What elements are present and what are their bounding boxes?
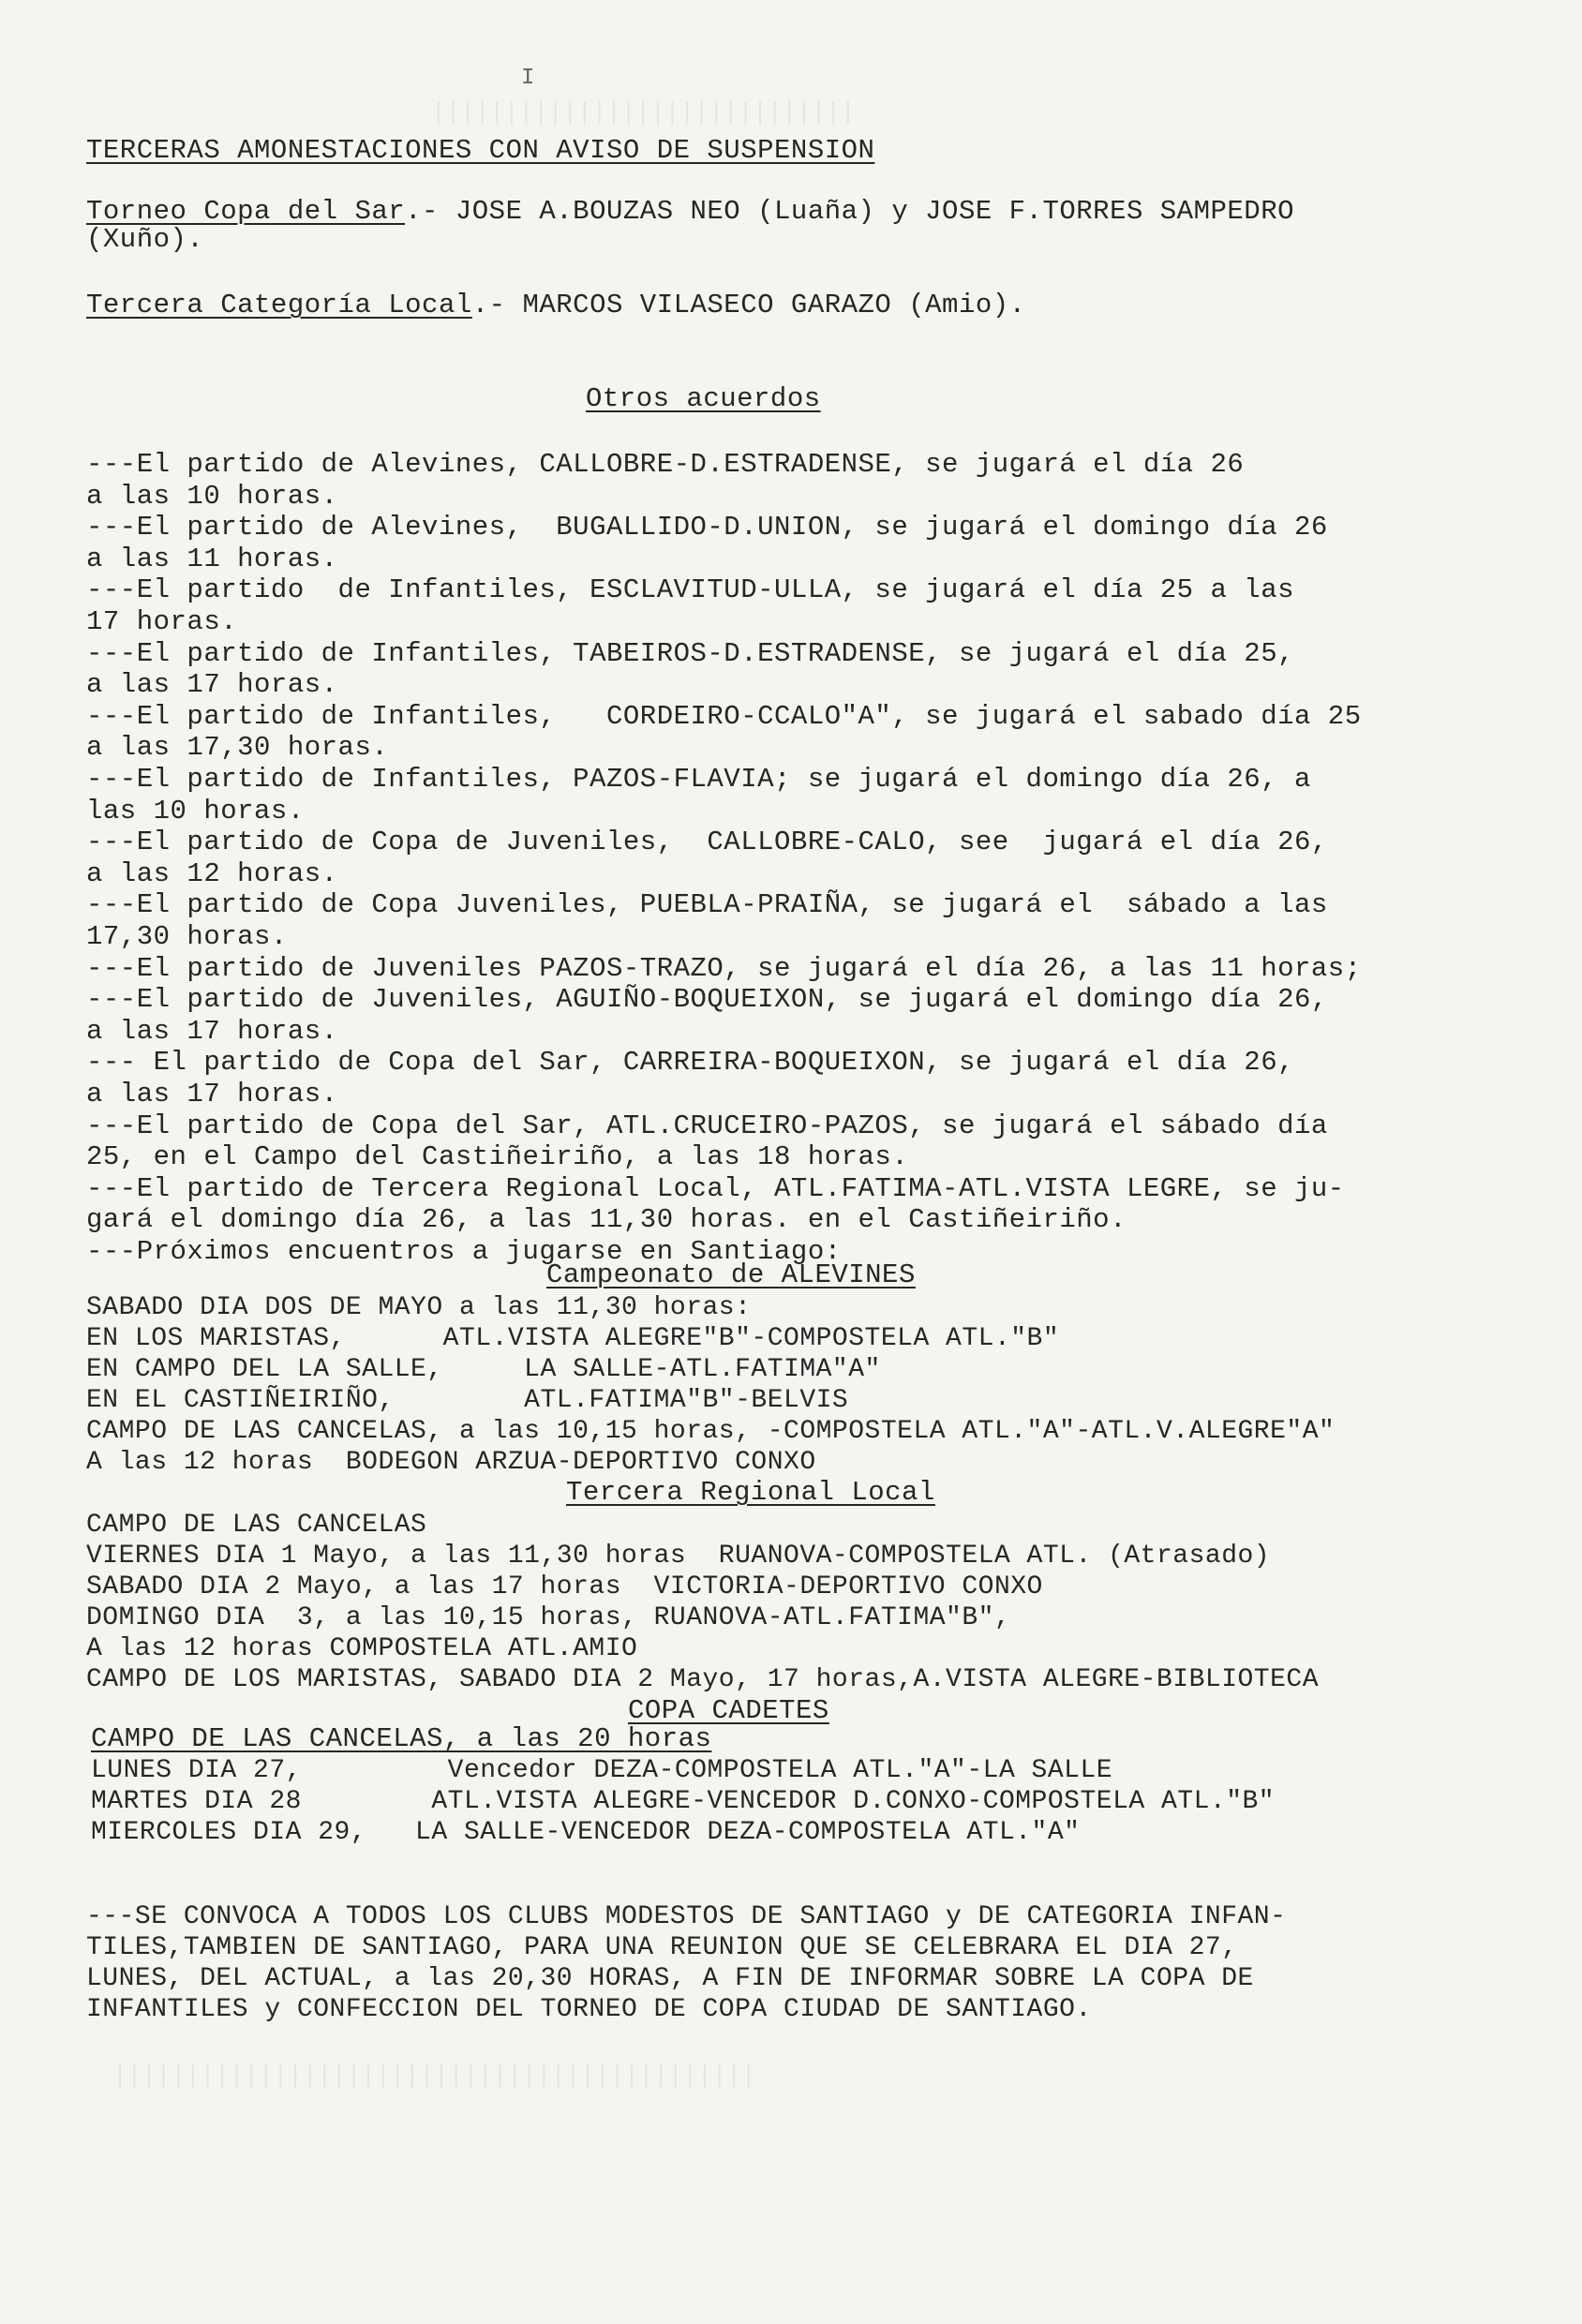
acuerdos-line: a las 10 horas. [86,480,338,512]
alevines-line: CAMPO DE LAS CANCELAS, a las 10,15 horas, -COMPOSTELA ATL."A"-ATL.V.ALEGRE"A" [86,1417,1336,1446]
tercera-regional-line: DOMINGO DIA 3, a las 10,15 horas, RUANOVA-ATL.FATIMA"B", [86,1603,1011,1632]
tercera-regional-line: SABADO DIA 2 Mayo, a las 17 horas VICTORIA-DEPORTIVO CONXO [86,1572,1043,1601]
acuerdos-line: a las 12 horas. [86,857,338,889]
alevines-line: EN EL CASTIÑEIRIÑO, ATL.FATIMA"B"-BELVIS [86,1386,849,1415]
bleed-through: ||||||||||||||||||||||||||||| [431,98,856,127]
acuerdos-line: ---El partido de Alevines, BUGALLIDO-D.UNION, se jugará el domingo día 26 [86,512,1328,544]
copa-cadetes-line: LUNES DIA 27, Vencedor DEZA-COMPOSTELA ATL."A"-LA SALLE [91,1756,1113,1785]
acuerdos-line: --- El partido de Copa del Sar, CARREIRA-BOQUEIXON, se jugará el día 26, [86,1047,1295,1079]
tercera-regional-line: CAMPO DE LOS MARISTAS, SABADO DIA 2 Mayo, 17 horas,A.VISTA ALEGRE-BIBLIOTECA [86,1665,1320,1694]
acuerdos-line: ---El partido de Alevines, CALLOBRE-D.ESTRADENSE, se jugará el día 26 [86,449,1245,480]
acuerdos-line: ---El partido de Juveniles, AGUIÑO-BOQUEIXON, se jugará el domingo día 26, [86,984,1328,1016]
tercera-label: Tercera Categoría Local [86,290,472,320]
acuerdos-line: a las 17 horas. [86,669,338,701]
copa-cadetes-title: COPA CADETES [628,1695,829,1726]
alevines-line: A las 12 horas BODEGON ARZUA-DEPORTIVO CONXO [86,1448,816,1477]
bleed-through-bottom: |||||||||||||||||||||||||||||||||||||||||||| [112,2062,756,2090]
acuerdos-line: a las 17 horas. [86,1015,338,1047]
acuerdos-line: las 10 horas. [86,795,305,827]
convocatoria-line: INFANTILES y CONFECCION DEL TORNEO DE COPA CIUDAD DE SANTIAGO. [86,1995,1092,2024]
acuerdos-line: ---El partido de Copa del Sar, ATL.CRUCEIRO-PAZOS, se jugará el sábado día [86,1110,1328,1141]
acuerdos-line: a las 11 horas. [86,543,338,574]
copa-cadetes-subtitle: CAMPO DE LAS CANCELAS, a las 20 horas [91,1723,712,1754]
tercera-regional-line: VIERNES DIA 1 Mayo, a las 11,30 horas RUANOVA-COMPOSTELA ATL. (Atrasado) [86,1542,1271,1571]
acuerdos-line: ---El partido de Infantiles, TABEIROS-D.ESTRADENSE, se jugará el día 25, [86,637,1295,669]
acuerdos-line: ---El partido de Infantiles, PAZOS-FLAVIA; se jugará el domingo día 26, a [86,764,1311,795]
acuerdos-line: ---El partido de Copa Juveniles, PUEBLA-PRAIÑA, se jugará el sábado a las [86,889,1328,921]
tercera-text: .- MARCOS VILASECO GARAZO (Amio). [471,290,1026,320]
page-marker: I [521,66,535,91]
convocatoria-line: LUNES, DEL ACTUAL, a las 20,30 HORAS, A FIN DE INFORMAR SOBRE LA COPA DE [86,1964,1254,1993]
convocatoria-line: ---SE CONVOCA A TODOS LOS CLUBS MODESTOS DE SANTIAGO y DE CATEGORIA INFAN- [86,1902,1287,1931]
acuerdos-line: ---El partido de Copa de Juveniles, CALLOBRE-CALO, see jugará el día 26, [86,827,1328,858]
tercera-regional-title: Tercera Regional Local [566,1477,935,1508]
acuerdos-line: a las 17,30 horas. [86,732,389,764]
tercera-line [86,290,1026,320]
otros-title: Otros acuerdos [586,383,821,414]
acuerdos-line: ---El partido de Tercera Regional Local, ATL.FATIMA-ATL.VISTA LEGRE, se ju- [86,1172,1345,1204]
torneo-text-2: (Xuño). [86,224,204,255]
alevines-line: EN CAMPO DEL LA SALLE, LA SALLE-ATL.FATIMA"A" [86,1355,881,1384]
torneo-label: Torneo Copa del Sar [86,196,406,227]
copa-cadetes-line: MIERCOLES DIA 29, LA SALLE-VENCEDOR DEZA-COMPOSTELA ATL."A" [91,1818,1081,1847]
copa-cadetes-line: MARTES DIA 28 ATL.VISTA ALEGRE-VENCEDOR D.CONXO-COMPOSTELA ATL."B" [91,1787,1276,1816]
heading: TERCERAS AMONESTACIONES CON AVISO DE SUSPENSION [86,135,875,166]
tercera-regional-line: CAMPO DE LAS CANCELAS [86,1511,427,1540]
acuerdos-line: ---El partido de Infantiles, CORDEIRO-CCALO"A", se jugará el sabado día 25 [86,700,1362,732]
acuerdos-line: ---El partido de Juveniles PAZOS-TRAZO, se jugará el día 26, a las 11 horas; [86,952,1362,984]
tercera-regional-line: A las 12 horas COMPOSTELA ATL.AMIO [86,1634,638,1663]
acuerdos-line: 17 horas. [86,606,238,637]
torneo-text: .- JOSE A.BOUZAS NEO (Luaña) y JOSE F.TORRES SAMPEDRO [405,196,1295,227]
acuerdos-line: gará el domingo día 26, a las 11,30 horas. en el Castiñeiriño. [86,1204,1127,1236]
convocatoria-line: TILES,TAMBIEN DE SANTIAGO, PARA UNA REUNION QUE SE CELEBRARA EL DIA 27, [86,1933,1238,1962]
acuerdos-line: 17,30 horas. [86,921,288,952]
alevines-line: EN LOS MARISTAS, ATL.VISTA ALEGRE"B"-COMPOSTELA ATL."B" [86,1324,1060,1353]
alevines-title: Campeonato de ALEVINES [546,1259,916,1290]
acuerdos-line: 25, en el Campo del Castiñeiriño, a las 18 horas. [86,1141,909,1173]
acuerdos-line: ---El partido de Infantiles, ESCLAVITUD-ULLA, se jugará el día 25 a las [86,574,1295,606]
alevines-line: SABADO DIA DOS DE MAYO a las 11,30 horas: [86,1293,752,1322]
torneo-line [86,197,1294,227]
acuerdos-line: ---Próximos encuentros a jugarse en Santiago: [86,1236,842,1267]
acuerdos-line: a las 17 horas. [86,1079,338,1110]
